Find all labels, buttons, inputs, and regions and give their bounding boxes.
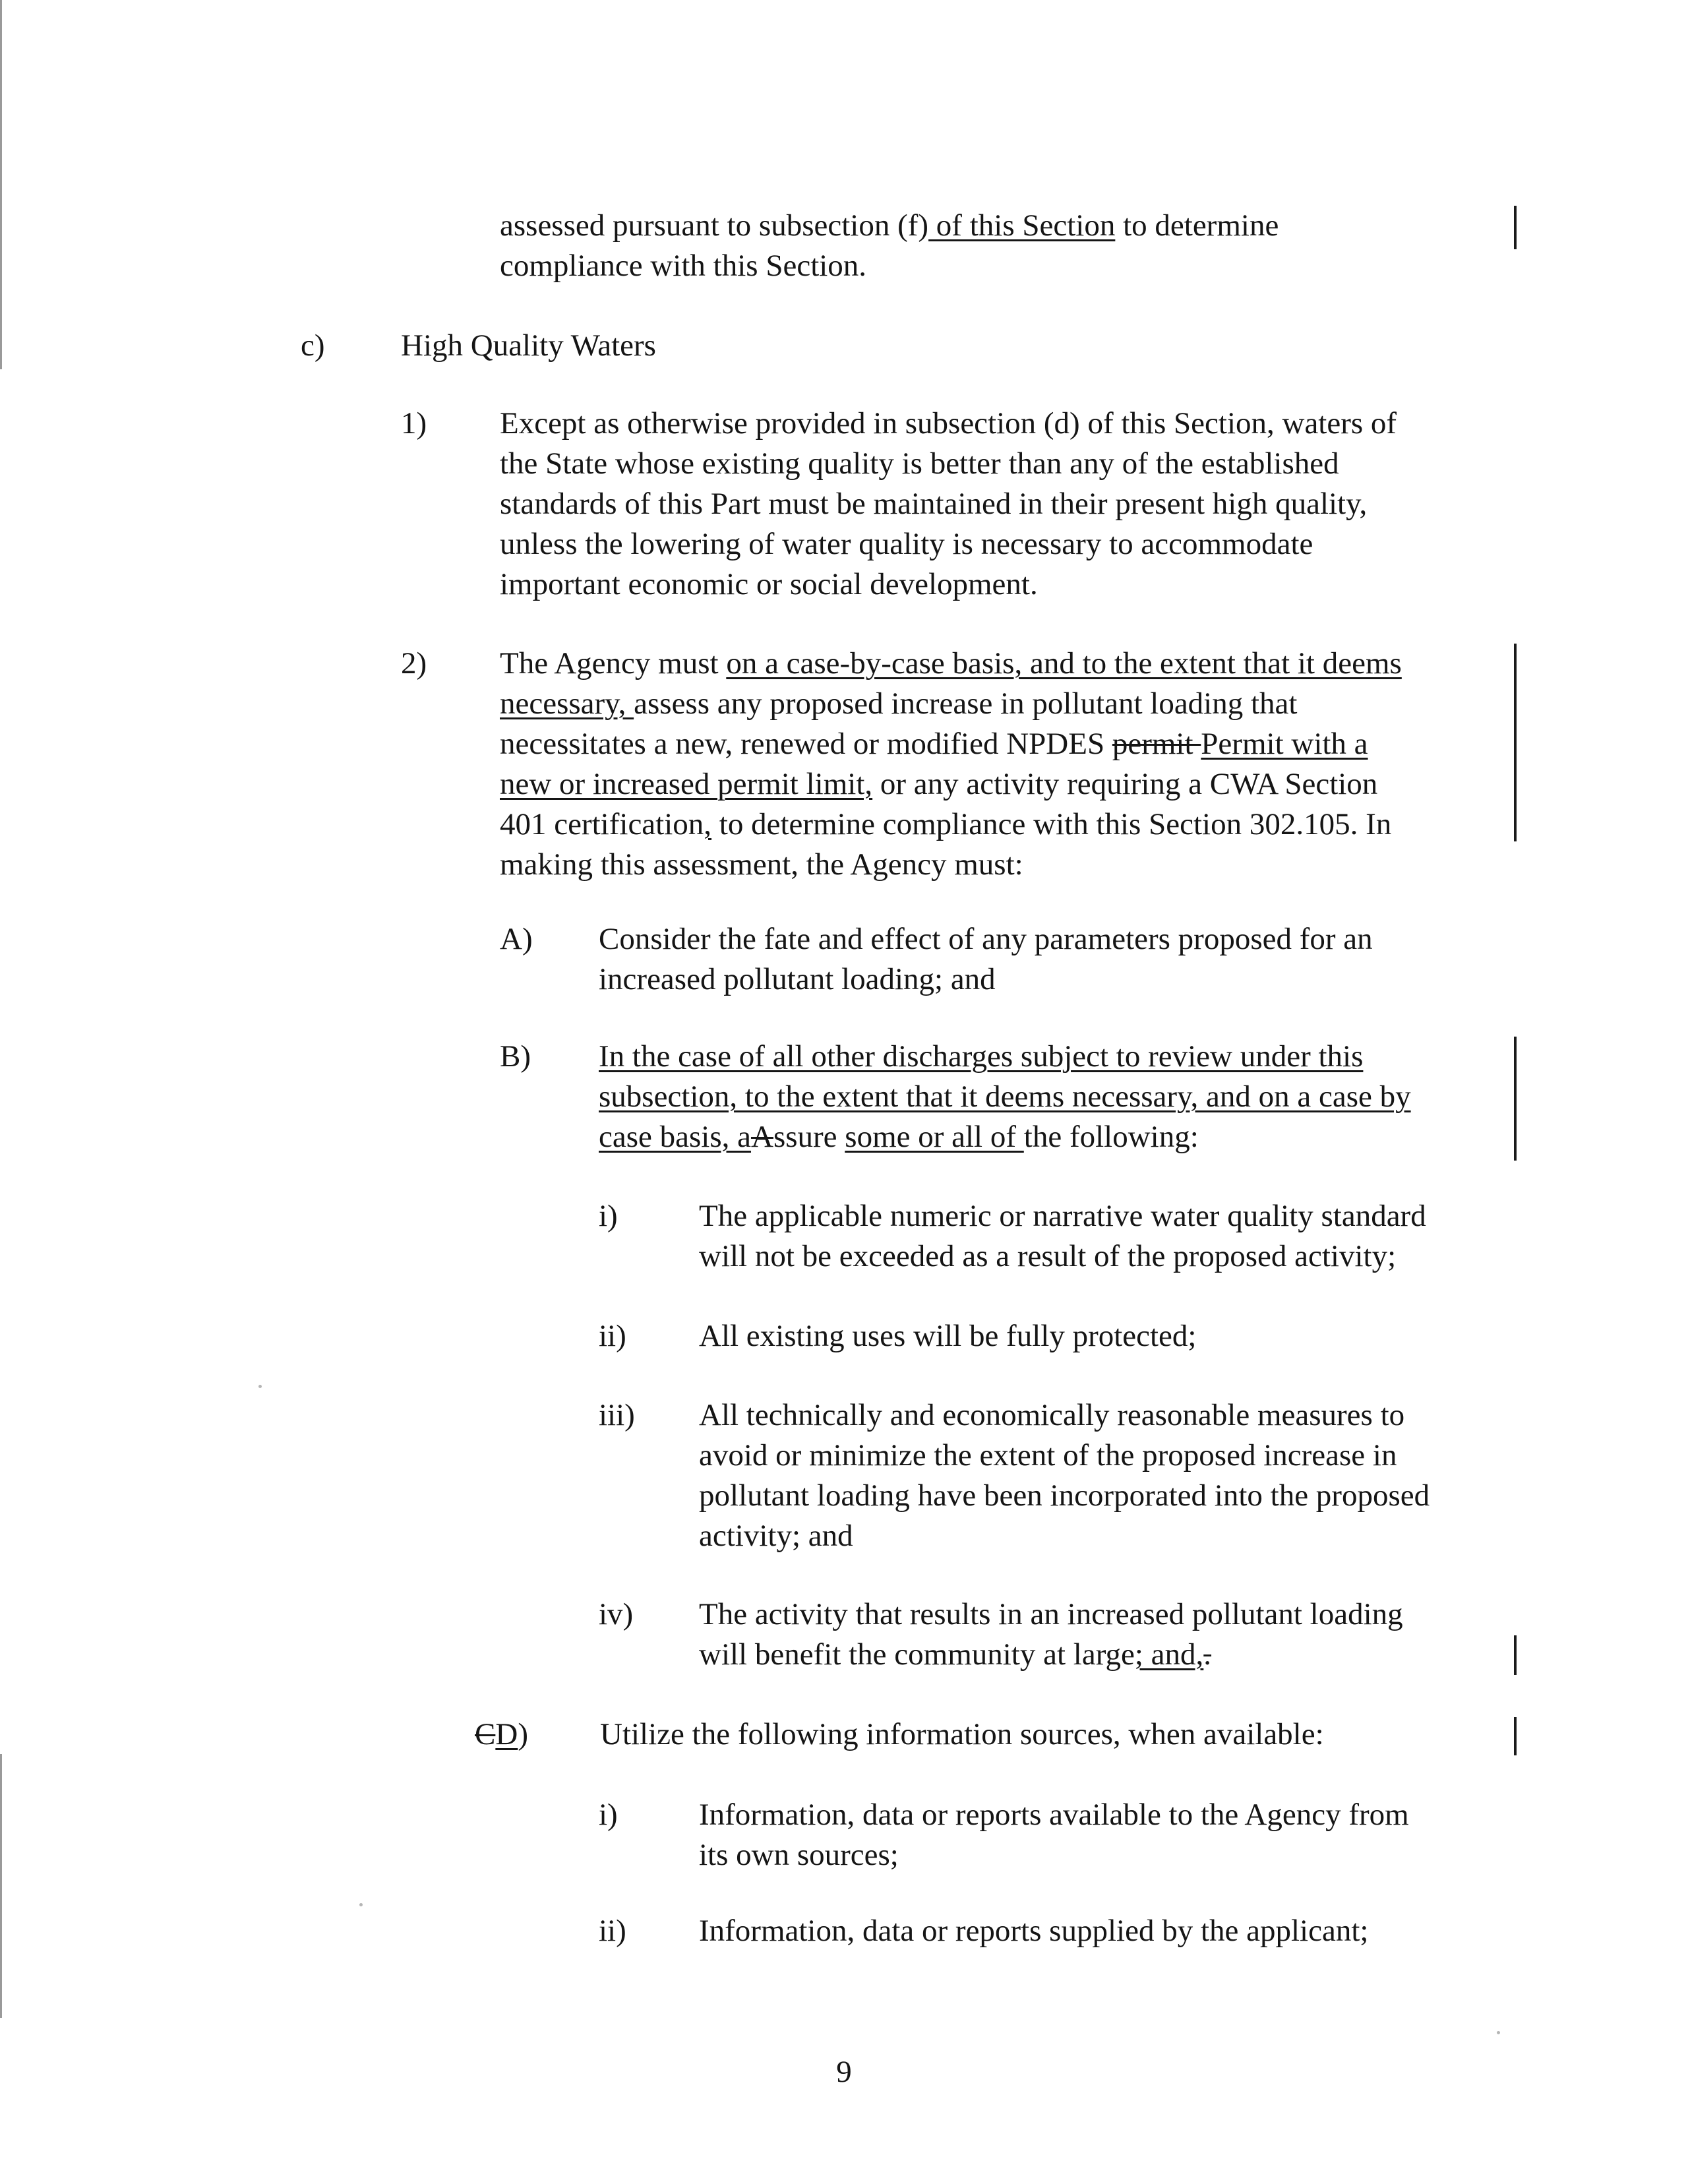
item-B-i-label: i) <box>599 1199 618 1233</box>
item-1-text: Except as otherwise provided in subsection (d) of this Section, waters of the State whose existing quality is better than any of the established standards of this Part must be maintained in their present high quality, unless the lowering of water quality is necessary to accommodate important economic or social development. <box>500 406 1397 601</box>
change-bar <box>1514 1717 1517 1755</box>
item-B-iii-label: iii) <box>599 1398 635 1432</box>
intro-line-2: compliance with this Section. <box>500 249 867 283</box>
section-c-heading: High Quality Waters <box>401 328 656 363</box>
intro-paragraph <box>500 206 1279 286</box>
change-bar <box>1514 206 1517 249</box>
item-B-iv-text: The activity that results in an increased pollutant loading will benefit the community at large; and,. <box>699 1597 1403 1672</box>
item-B-i-text: The applicable numeric or narrative water quality standard will not be exceeded as a result of the proposed activity; <box>699 1199 1426 1273</box>
item-B-label: B) <box>500 1039 531 1074</box>
item-B-ii-text: All existing uses will be fully protected; <box>699 1319 1197 1353</box>
item-D-ii-label: ii) <box>599 1914 626 1948</box>
item-2-label: 2) <box>401 646 427 681</box>
item-B-text: In the case of all other discharges subject to review under this subsection, to the extent that it deems necessary, and on a case by case basis, aAssure some or all of the following: <box>599 1039 1411 1154</box>
scan-speck <box>359 1903 363 1906</box>
item-D-ii-text: Information, data or reports supplied by the applicant; <box>699 1914 1369 1948</box>
page-number: 9 <box>836 2055 852 2089</box>
item-D-i-text: Information, data or reports available to the Agency from its own sources; <box>699 1798 1409 1872</box>
item-D-label: CD) <box>475 1717 528 1751</box>
item-1-label: 1) <box>401 406 427 440</box>
change-bar <box>1514 644 1517 841</box>
item-B-iii-text: All technically and economically reasonable measures to avoid or minimize the extent of the proposed increase in pollutant loading have been incorporated into the proposed activity; and <box>699 1398 1430 1553</box>
change-bar <box>1514 1635 1517 1675</box>
section-c-label: c) <box>301 328 325 363</box>
item-B-ii-label: ii) <box>599 1319 626 1353</box>
scan-edge-mark <box>0 0 2 369</box>
intro-line-1: assessed pursuant to subsection (f) of this Section to determine <box>500 208 1279 243</box>
item-A-label: A) <box>500 922 533 956</box>
item-A-text: Consider the fate and effect of any parameters proposed for an increased pollutant loading; and <box>599 922 1373 996</box>
scan-speck <box>1497 2031 1500 2034</box>
item-D-text: Utilize the following information sources, when available: <box>600 1717 1324 1751</box>
scan-edge-mark <box>0 1754 2 2018</box>
item-D-i-label: i) <box>599 1798 618 1832</box>
scan-speck <box>258 1385 262 1388</box>
change-bar <box>1514 1037 1517 1161</box>
item-2-text: The Agency must on a case-by-case basis, and to the extent that it deems necessary, assess any proposed increase in pollutant loading that necessitates a new, renewed or modified NPDES permit Permit with a new or increased permit limit, or any activity requiring a CWA Section 401 certification, to determine compliance with this Section 302.105. In making this assessment, the Agency must: <box>500 646 1402 882</box>
item-B-iv-label: iv) <box>599 1597 634 1631</box>
